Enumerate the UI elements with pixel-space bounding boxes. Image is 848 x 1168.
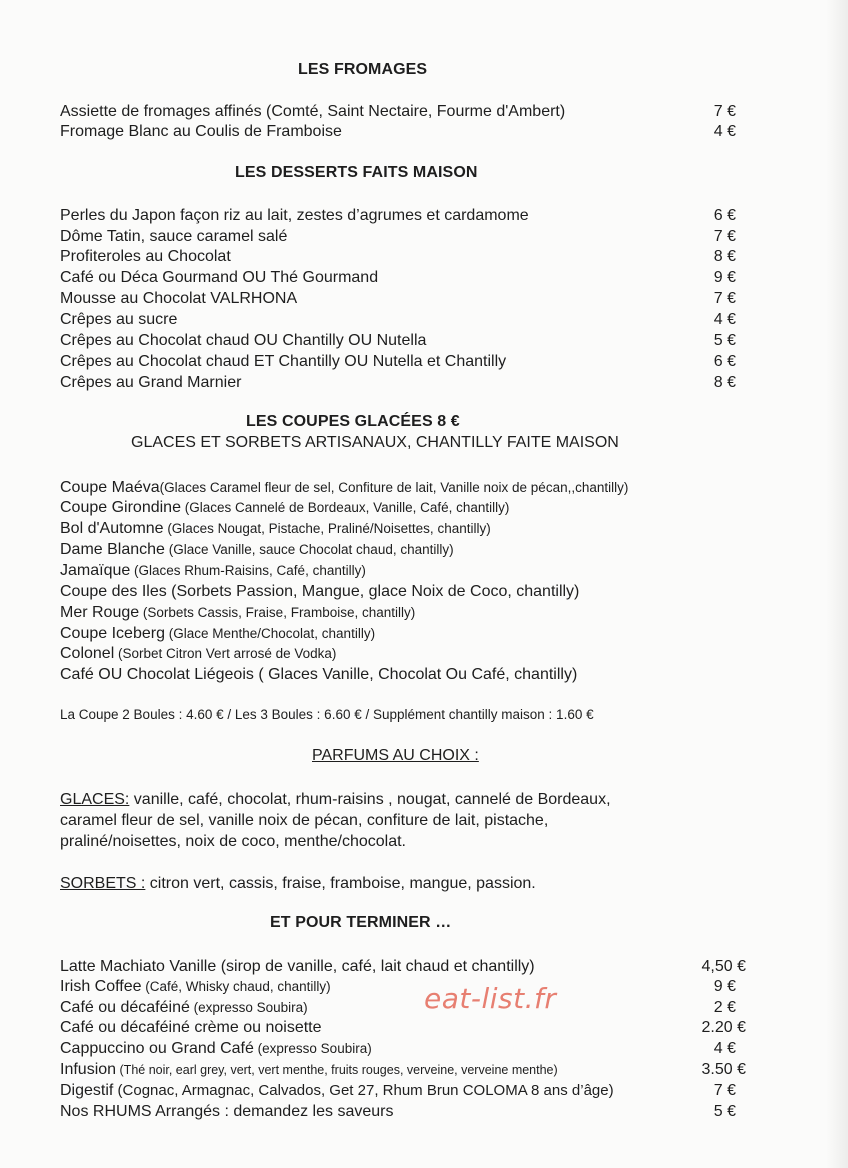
- item-name: [60, 1059, 558, 1081]
- item-price: 8 €: [713, 374, 736, 391]
- item-price: 7 €: [713, 1082, 736, 1099]
- menu-item-row: [60, 309, 736, 330]
- item-name-text: Café ou décaféiné crème ou noisette: [60, 1019, 322, 1036]
- menu-item-row: [60, 1080, 736, 1101]
- coupe-detail: (Sorbets Cassis, Fraise, Framboise, chantilly): [139, 605, 416, 620]
- item-name-text: Irish Coffee: [60, 978, 142, 995]
- item-detail: (Café, Whisky chaud, chantilly): [141, 979, 331, 994]
- item-name: Profiteroles au Chocolat: [60, 248, 231, 265]
- item-name: Crêpes au Grand Marnier: [60, 374, 242, 391]
- coupe-detail: (Glaces Caramel fleur de sel, Confiture de lait, Vanille noix de pécan,,chantilly): [159, 480, 629, 495]
- fromages-title: LES FROMAGES: [298, 61, 428, 78]
- item-name-text: Café ou décaféiné: [60, 999, 190, 1016]
- coupe-detail: (Glaces Nougat, Pistache, Praliné/Noisettes, chantilly): [163, 521, 491, 536]
- coupe-name: Bol d'Automne: [60, 520, 164, 537]
- item-price: 8 €: [713, 248, 736, 265]
- menu-item-row: [60, 956, 746, 977]
- menu-item-row: [60, 246, 736, 267]
- coupe-name: Café OU Chocolat Liégeois: [60, 666, 254, 683]
- coupe-detail: (Glace Menthe/Chocolat, chantilly): [164, 626, 376, 641]
- item-name-text: Cappuccino ou Grand Café: [60, 1040, 254, 1057]
- item-price: 9 €: [713, 269, 736, 286]
- glaces-label: GLACES:: [60, 791, 130, 808]
- menu-item-row: [60, 121, 736, 142]
- glaces-flavors: vanille, café, chocolat, rhum-raisins , nougat, cannelé de Bordeaux,: [129, 791, 611, 808]
- desserts-title: LES DESSERTS FAITS MAISON: [235, 164, 478, 181]
- coupe-detail: ( Glaces Vanille, Chocolat Ou Café, chantilly): [253, 666, 578, 683]
- coupe-name: Coupe Iceberg: [60, 625, 165, 642]
- item-price: 2.20 €: [701, 1019, 746, 1036]
- item-name: Café ou Déca Gourmand OU Thé Gourmand: [60, 269, 379, 286]
- item-name: Crêpes au Chocolat chaud ET Chantilly OU Nutella et Chantilly: [60, 353, 507, 370]
- coupe-name: Mer Rouge: [60, 604, 140, 621]
- item-name: Assiette de fromages affinés (Comté, Saint Nectaire, Fourme d'Ambert): [60, 103, 566, 120]
- item-name: Perles du Japon façon riz au lait, zestes d’agrumes et cardamome: [60, 207, 529, 224]
- item-name: Mousse au Chocolat VALRHONA: [60, 290, 298, 307]
- item-name: Fromage Blanc au Coulis de Framboise: [60, 123, 342, 140]
- coupe-item: [60, 664, 577, 685]
- item-price: 6 €: [713, 207, 736, 224]
- item-price: 3.50 €: [701, 1061, 746, 1078]
- coupe-item: [60, 623, 375, 644]
- menu-item-row: [60, 1017, 746, 1038]
- item-name: [60, 1080, 614, 1101]
- item-name-text: Digestif: [60, 1082, 114, 1099]
- menu-item-row: [60, 1038, 736, 1059]
- glaces-line: caramel fleur de sel, vanille noix de pécan, confiture de lait, pistache,: [60, 812, 549, 829]
- item-price: 4 €: [713, 123, 736, 140]
- coupe-detail: (Sorbets Passion, Mangue, glace Noix de Coco, chantilly): [166, 583, 580, 600]
- coupe-name: Coupe Girondine: [60, 499, 181, 516]
- page-edge-shadow: [826, 0, 848, 1168]
- sorbets-line: [60, 873, 536, 894]
- coupes-title: LES COUPES GLACÉES 8 €: [246, 413, 460, 430]
- item-name: [60, 976, 331, 997]
- coupe-name: Dame Blanche: [60, 541, 165, 558]
- item-name: [60, 997, 308, 1018]
- glaces-line: praliné/noisettes, noix de coco, menthe/chocolat.: [60, 833, 406, 850]
- parfums-title: PARFUMS AU CHOIX :: [312, 747, 479, 764]
- item-price: 4,50 €: [701, 958, 746, 975]
- item-name-text: Latte Machiato Vanille (sirop de vanille, café, lait chaud et chantilly): [60, 958, 535, 975]
- menu-item-row: [60, 1101, 736, 1122]
- coupe-detail: (Glaces Rhum-Raisins, Café, chantilly): [130, 563, 366, 578]
- item-name: Crêpes au Chocolat chaud OU Chantilly OU Nutella: [60, 332, 427, 349]
- menu-item-row: [60, 330, 736, 351]
- coupe-item: [60, 497, 509, 518]
- watermark-logo: eat-list.fr: [424, 982, 557, 1015]
- item-price: 7 €: [713, 103, 736, 120]
- coupe-detail: (Sorbet Citron Vert arrosé de Vodka): [114, 646, 337, 661]
- menu-item-row: [60, 372, 736, 393]
- menu-item-row: [60, 976, 736, 997]
- coupe-item: [60, 602, 415, 623]
- item-price: 4 €: [713, 1040, 736, 1057]
- coupe-item: [60, 518, 491, 539]
- coupe-name: Colonel: [60, 645, 115, 662]
- coupe-item: [60, 539, 454, 560]
- sorbets-label: SORBETS :: [60, 875, 146, 892]
- item-detail: (Thé noir, earl grey, vert, vert menthe, fruits rouges, verveine, verveine menthe): [116, 1063, 558, 1077]
- item-name: [60, 956, 535, 977]
- coupes-boules-pricing: La Coupe 2 Boules : 4.60 € / Les 3 Boules : 6.60 € / Supplément chantilly maison : 1.60 €: [60, 707, 594, 722]
- terminer-title: ET POUR TERMINER …: [270, 914, 452, 931]
- coupe-detail: (Glaces Cannelé de Bordeaux, Vanille, Café, chantilly): [180, 500, 510, 515]
- coupe-name: Jamaïque: [60, 562, 131, 579]
- menu-item-row: [60, 288, 736, 309]
- item-name: Dôme Tatin, sauce caramel salé: [60, 228, 288, 245]
- item-price: 5 €: [713, 1103, 736, 1120]
- coupe-item: [60, 643, 336, 664]
- item-name-text: Nos RHUMS Arrangés : demandez les saveurs: [60, 1103, 394, 1120]
- item-detail: (expresso Soubira): [189, 1000, 308, 1015]
- coupe-item: [60, 581, 579, 602]
- coupe-name: Coupe Maéva: [60, 479, 160, 496]
- menu-item-row: [60, 101, 736, 122]
- item-name: Crêpes au sucre: [60, 311, 178, 328]
- item-price: 9 €: [713, 978, 736, 995]
- item-price: 2 €: [713, 999, 736, 1016]
- sorbets-flavors: citron vert, cassis, fraise, framboise, mangue, passion.: [145, 875, 536, 892]
- item-detail: (expresso Soubira): [253, 1041, 372, 1056]
- item-detail: (Cognac, Armagnac, Calvados, Get 27, Rhum Brun COLOMA 8 ans d’âge): [113, 1082, 614, 1099]
- menu-item-row: [60, 997, 736, 1018]
- item-price: 7 €: [713, 290, 736, 307]
- glaces-line: [60, 789, 611, 810]
- item-price: 7 €: [713, 228, 736, 245]
- menu-item-row: [60, 226, 736, 247]
- coupes-subtitle: GLACES ET SORBETS ARTISANAUX, CHANTILLY FAITE MAISON: [131, 434, 619, 451]
- menu-item-row: [60, 205, 736, 226]
- coupe-name: Coupe des Iles: [60, 583, 167, 600]
- item-name-text: Infusion: [60, 1061, 117, 1078]
- item-name: [60, 1101, 393, 1122]
- item-name: [60, 1038, 372, 1059]
- item-name: [60, 1017, 322, 1038]
- menu-item-row: [60, 1059, 746, 1080]
- item-price: 5 €: [713, 332, 736, 349]
- coupe-item: [60, 477, 628, 498]
- coupe-detail: (Glace Vanille, sauce Chocolat chaud, chantilly): [164, 542, 454, 557]
- menu-item-row: [60, 267, 736, 288]
- menu-item-row: [60, 351, 736, 372]
- item-price: 4 €: [713, 311, 736, 328]
- coupe-item: [60, 560, 366, 581]
- item-price: 6 €: [713, 353, 736, 370]
